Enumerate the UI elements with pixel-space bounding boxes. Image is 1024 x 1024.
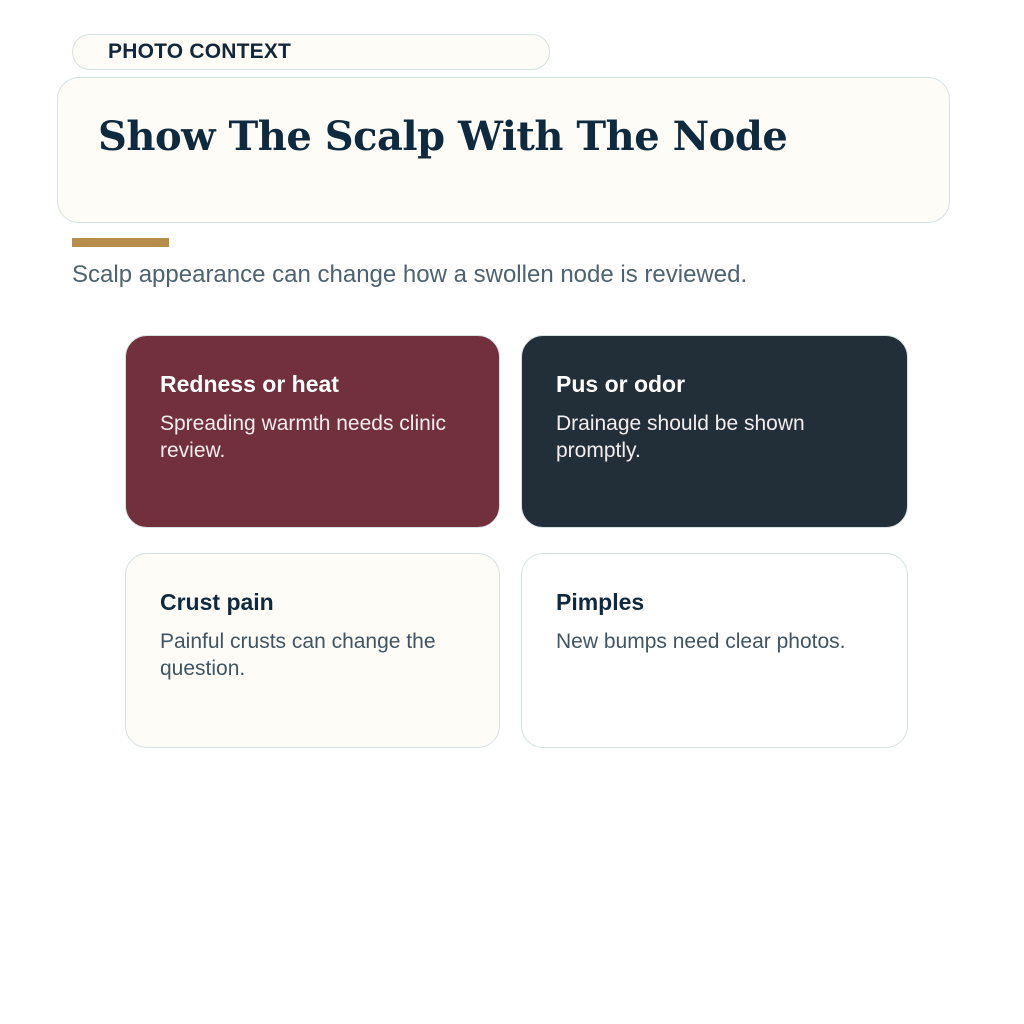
page-subtitle: Scalp appearance can change how a swollen node is reviewed. — [72, 261, 748, 288]
card-crust-pain — [125, 553, 500, 748]
card-title: Pus or odor — [556, 371, 686, 397]
card-pimples — [521, 553, 908, 748]
card-description: Spreading warmth needs clinic review. — [160, 412, 446, 462]
title-panel — [57, 77, 950, 223]
card-redness-or-heat — [125, 335, 500, 528]
card-pus-or-odor — [521, 335, 908, 528]
card-title: Redness or heat — [160, 371, 339, 397]
accent-divider — [72, 238, 169, 247]
card-description: Drainage should be shown promptly. — [556, 412, 805, 462]
card-title: Crust pain — [160, 589, 274, 615]
page-title: Show The Scalp With The Node — [98, 113, 788, 160]
card-description: Painful crusts can change the question. — [160, 630, 436, 680]
card-title: Pimples — [556, 589, 645, 615]
section-eyebrow-label: PHOTO CONTEXT — [72, 34, 550, 70]
card-description: New bumps need clear photos. — [556, 630, 846, 653]
